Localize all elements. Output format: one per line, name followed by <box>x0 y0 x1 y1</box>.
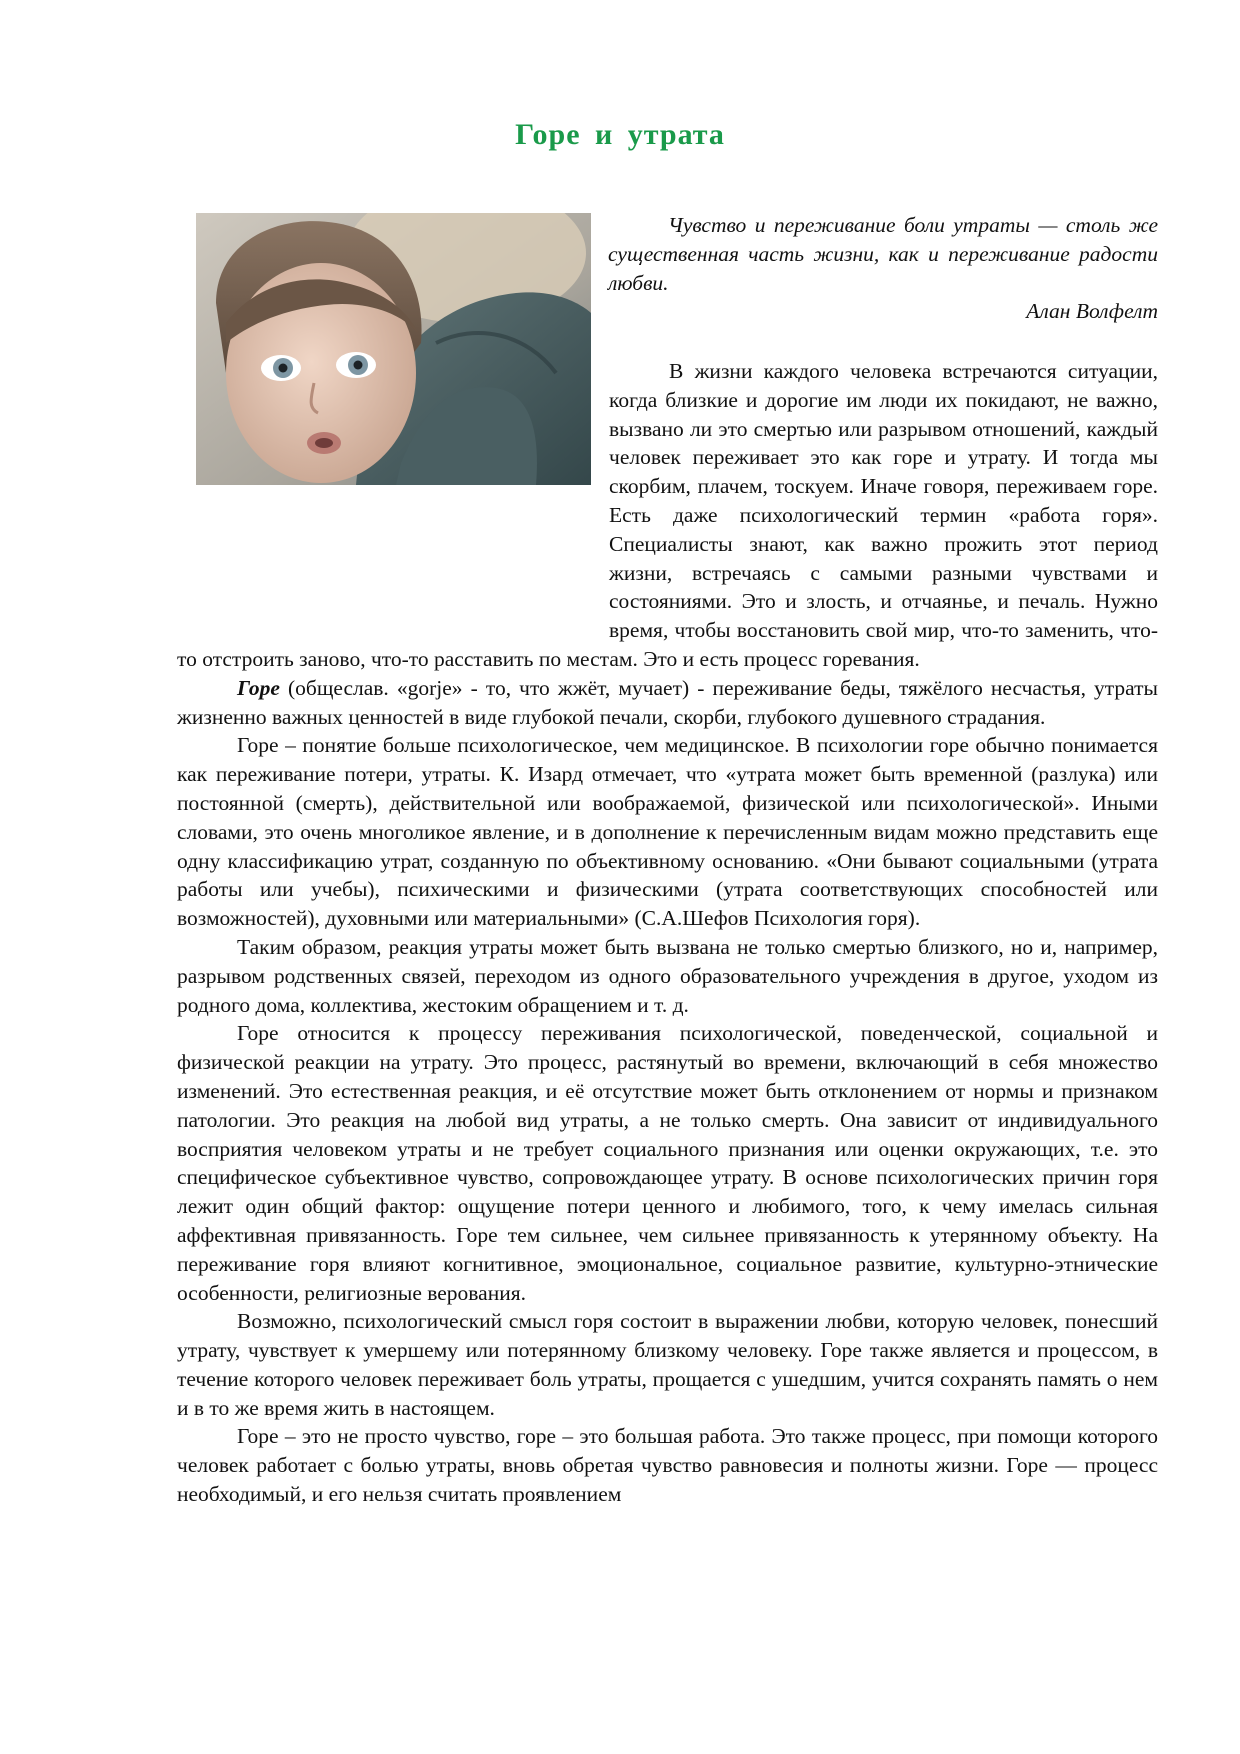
paragraph-work: Горе – это не просто чувство, горе – это большая работа. Это также процесс, при помощи которого человек работает с болью утраты, вновь обретая чувство равновесия и полноты жизни. Горе — процесс необходимый, и его нельзя считать проявлением <box>177 1424 1158 1507</box>
paragraph-process: Горе относится к процессу переживания психологической, поведенческой, социальной и физической реакции на утрату. Это процесс, растянутый во времени, включающий в себя множество изменений. Это естественная реакция, и её отсутствие может быть отклонением от нормы и признаком патологии. Это реакция на любой вид утраты, а не только смерть. Она зависит от индивидуального восприятия человеком утраты и не требует социального признания или оценки окружающих, т.е. это специфическое субъективное чувство, сопровождающее утрату. В основе психологических причин горя лежит один общий фактор: ощущение потери ценного и любимого, того, к чему имелась сильная аффективная привязанность. Горе тем сильнее, чем сильнее привязанность к утерянному объекту. На переживание горя влияют когнитивное, эмоциональное, социальное развитие, культурно-этнические особенности, религиозные верования. <box>177 1021 1158 1305</box>
paragraph-definition-text: (общеслав. «gorje» - то, что жжёт, мучает) - переживание беды, тяжёлого несчастья, утраты жизненно важных ценностей в виде глубокой печали, скорби, глубокого душевного страдания. <box>177 675 1158 729</box>
paragraph-psychology: Горе – понятие больше психологическое, чем медицинское. В психологии горе обычно понимается как переживание потери, утраты. К. Изард отмечает, что «утрата может быть временной (разлука) или постоянной (смерть), действительной или воображаемой, физической или психологической». Иными словами, это очень многоликое явление, и в дополнение к перечисленным видам можно представить еще одну классификацию утрат, созданную по объективному основанию. «Они бывают социальными (утрата работы или учебы), психическими и физическими (утрата соответствующих способностей или возможностей), духовными или материальными» (С.А.Шефов Психология горя). <box>177 733 1158 931</box>
term-gore: Горе <box>237 675 280 700</box>
article-body <box>177 357 1158 1509</box>
paragraph-meaning: Возможно, психологический смысл горя состоит в выражении любви, которую человек, понесший утрату, чувствует к умершему или потерянному близкому человеку. Горе также является и процессом, в течение которого человек переживает боль утраты, прощается с ушедшим, учится сохранять память о нем и в то же время жить в настоящем. <box>177 1309 1158 1420</box>
paragraph-definition <box>177 674 1158 732</box>
paragraph-reaction: Таким образом, реакция утраты может быть вызвана не только смертью близкого, но и, например, разрывом родственных связей, переходом из одного образовательного учреждения в другое, уходом из родного дома, коллектива, жестоким обращением и т. д. <box>177 934 1158 1017</box>
paragraph-intro-text: В жизни каждого человека встречаются ситуации, когда близкие и дорогие им люди их покидают, не важно, вызвано ли это смертью или разрывом отношений, каждый человек переживает это как горе и утрату. И тогда мы скорбим, плачем, тоскуем. Иначе говоря, переживаем горе. Есть даже психологический термин «работа горя». Специалисты знают, как важно прожить этот период жизни, встречаясь с самыми разными чувствами и состояниями. Это и злость, и отчаянье, и печаль. Нужно время, чтобы восстановить свой мир, что-то заменить, что-то отстроить заново, что-то расставить по местам. Это и есть процесс горевания. <box>177 359 1158 671</box>
page-title: Горе и утрата <box>515 118 725 151</box>
epigraph-quote: Чувство и переживание боли утраты — столь же существенная часть жизни, как и переживание радости любви. <box>608 213 1158 295</box>
epigraph-author: Алан Волфелт <box>1026 299 1158 324</box>
photo-wrap-spacer <box>177 357 609 637</box>
epigraph <box>608 211 1158 326</box>
